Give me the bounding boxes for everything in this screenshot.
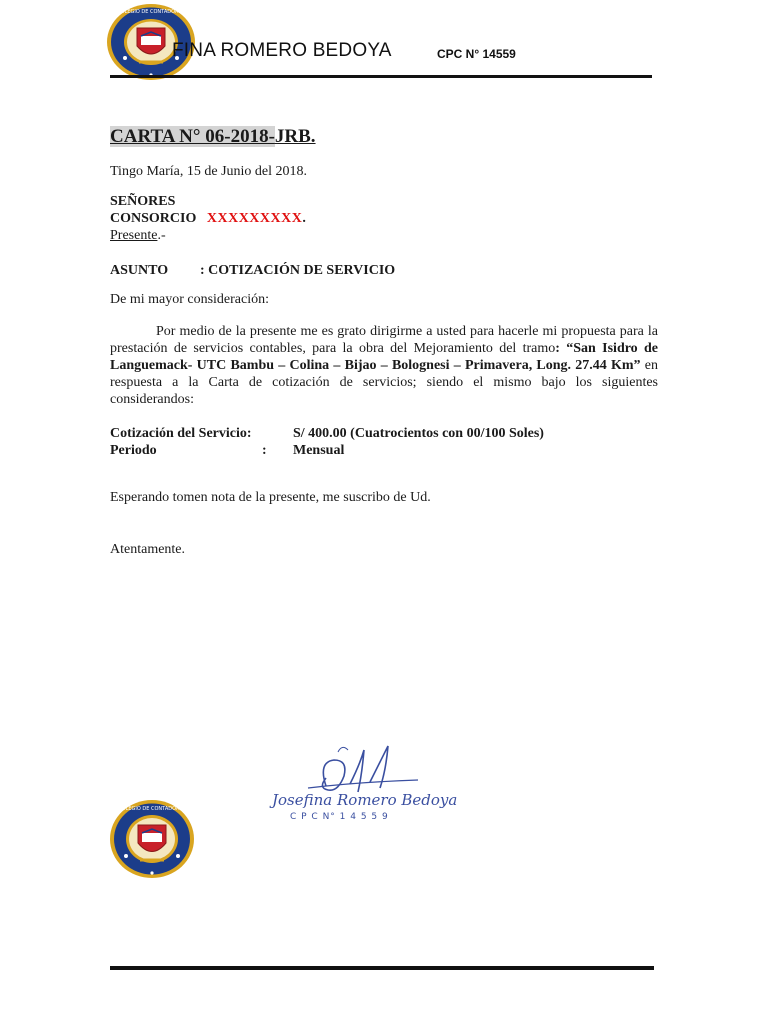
presente-line bbox=[110, 227, 166, 244]
body-rest: en respuesta a la Carta de cotización de servicios; siendo el mismo bajo los siguientes considerandos: bbox=[110, 358, 659, 407]
letter-title-highlighted: CARTA N° 06-2018- bbox=[110, 126, 275, 147]
body-project: “San Isidro de Languemack- UTC Bambu – Colina – Bijao – Bolognesi – Primavera, Long. 27.44 Km” bbox=[110, 341, 659, 373]
place-date: Tingo María, 15 de Junio del 2018. bbox=[110, 164, 308, 179]
recipient-period: . bbox=[302, 211, 306, 226]
recipient-label: CONSORCIO bbox=[110, 211, 197, 226]
header-author-name: FINA ROMERO BEDOYA bbox=[172, 40, 392, 61]
presente-suffix: .- bbox=[157, 228, 166, 243]
period-value: Mensual bbox=[293, 443, 345, 458]
header-rule bbox=[110, 75, 652, 78]
recipient-line1: SEÑORES bbox=[110, 194, 176, 209]
body-colon: : bbox=[555, 341, 567, 356]
presente-word: Presente bbox=[110, 228, 158, 243]
seal-logo-footer bbox=[108, 798, 196, 880]
header-cpc-number: CPC N° 14559 bbox=[437, 47, 516, 61]
body-intro: Por medio de la presente me es grato dirigirme a usted para hacerle mi propuesta para la prestación de servicios contables, para la obra del Mejoramiento del tramo bbox=[110, 324, 658, 356]
recipient-line2 bbox=[110, 210, 306, 227]
period-label: Periodo bbox=[110, 443, 157, 458]
svg-text:COLEGIO DE CONTADORES: COLEGIO DE CONTADORES bbox=[117, 9, 185, 15]
asunto-value: : COTIZACIÓN DE SERVICIO bbox=[200, 263, 396, 278]
recipient-name: XXXXXXXXX bbox=[206, 211, 303, 226]
signature-name: Josefina Romero Bedoya bbox=[272, 791, 458, 809]
quote-label: Cotización del Servicio: bbox=[110, 426, 252, 441]
greeting: De mi mayor consideración: bbox=[110, 292, 270, 307]
asunto-label: ASUNTO bbox=[110, 263, 169, 278]
letter-title-rest: JRB. bbox=[274, 126, 316, 147]
letter-title bbox=[110, 126, 316, 148]
period-colon: : bbox=[262, 443, 267, 458]
farewell: Atentamente. bbox=[110, 542, 186, 557]
footer-rule bbox=[110, 966, 654, 970]
svg-text:COLEGIO DE CONTADORES: COLEGIO DE CONTADORES bbox=[118, 806, 186, 812]
quote-value: S/ 400.00 (Cuatrocientos con 00/100 Soles) bbox=[293, 426, 544, 441]
closing-line: Esperando tomen nota de la presente, me suscribo de Ud. bbox=[110, 490, 431, 505]
signature-cpc: C P C N° 1 4 5 5 9 bbox=[290, 812, 389, 822]
body-paragraph bbox=[110, 323, 658, 408]
